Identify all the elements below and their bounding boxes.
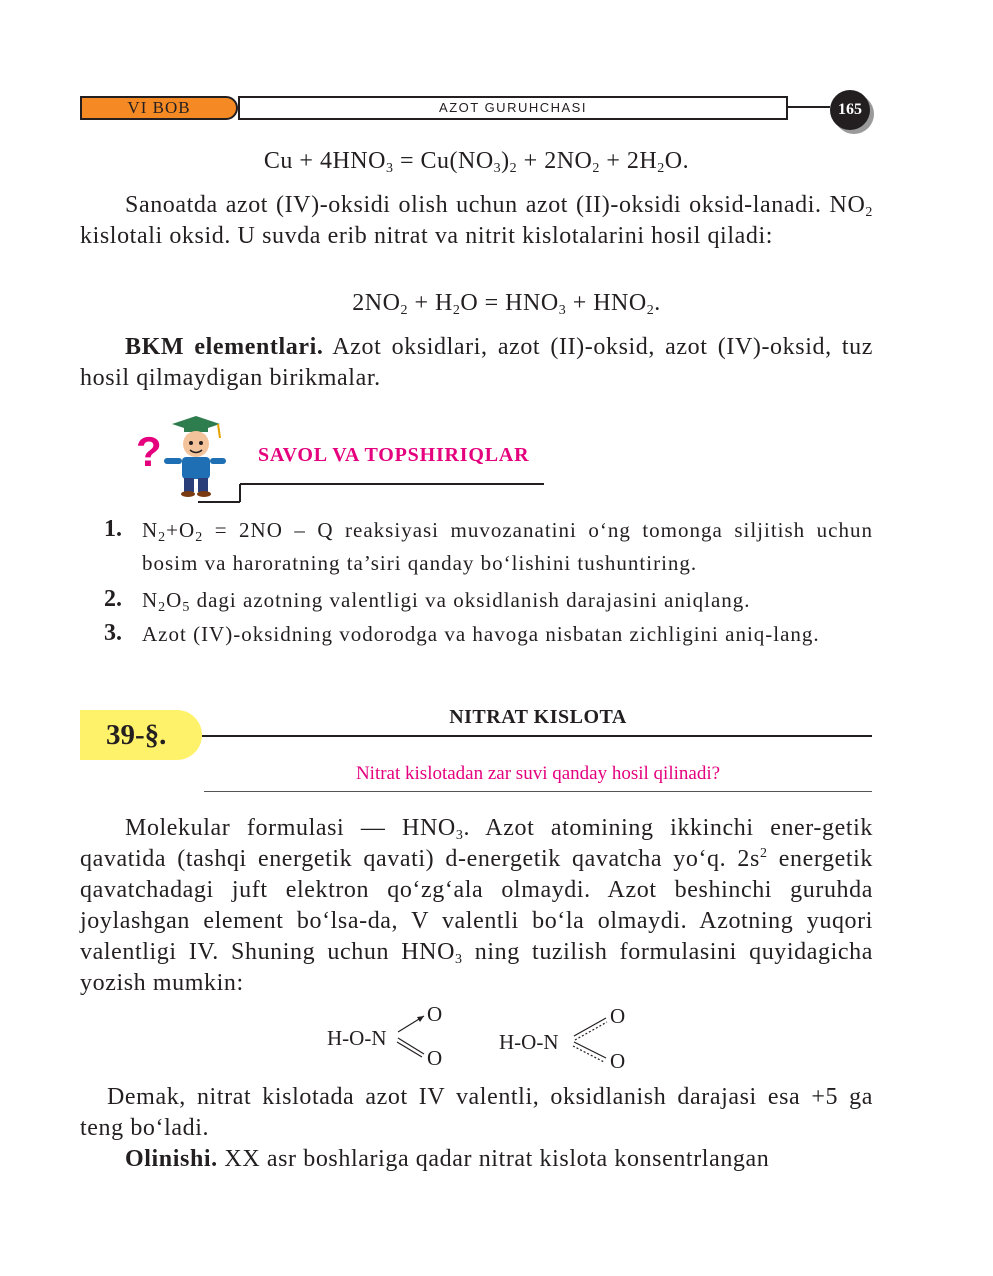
question-number-1: 1. [104, 516, 122, 542]
paragraph-bkm: BKM elementlari. Azot oksidlari, azot (II)-oksid, azot (IV)-oksid, tuz hosil qilmaydigan birikmalar. [80, 334, 873, 391]
section-rule-bottom [204, 791, 872, 792]
header-connector-line [788, 106, 830, 108]
page-number-text: 165 [838, 101, 862, 118]
structure-2-top-oxygen: O [610, 1004, 626, 1028]
structure-1-bottom-oxygen: O [427, 1046, 443, 1070]
paragraph-industrial-no2: Sanoatda azot (IV)-oksidi olish uchun azot (II)-oksidi oksid-lanadi. $NO_2$ kislotali oksid. U suvda erib nitrat va nitrit kislotalarini hosil qiladi: [80, 192, 873, 249]
svg-text:?: ? [136, 428, 162, 475]
section-rule [202, 735, 872, 737]
chapter-tab [80, 96, 238, 120]
running-title-text: AZOT GURUHCHASI [439, 100, 587, 115]
section-title: NITRAT KISLOTA [449, 706, 627, 728]
page-number [830, 90, 870, 130]
question-number-3: 3. [104, 620, 122, 646]
question-number-2: 2. [104, 586, 122, 612]
section-guiding-question: Nitrat kislotadan zar suvi qanday hosil qilinadi? [355, 763, 721, 784]
question-3: Azot (IV)-oksidning vodorodga va havoga nisbatan zichligini aniq-lang. [142, 622, 820, 646]
structure-2-bottom-oxygen: O [610, 1049, 626, 1073]
question-2: $N_2O_5$ dagi azotning valentligi va oksidlanish darajasini aniqlang. [142, 588, 751, 615]
questions-heading: SAVOL VA TOPSHIRIQLAR [258, 444, 530, 466]
structure-2-bonds [570, 1012, 612, 1064]
running-title [238, 96, 788, 120]
olinishi-label: Olinishi. [125, 1146, 218, 1172]
bkm-label: BKM elementlari. [125, 334, 324, 360]
chapter-label: VI BOB [127, 98, 191, 117]
paragraph-molecular-formula: Molekular formulasi — $HNO_3$. Azot atomining ikkinchi ener-getik qavatida (tashqi energetik qavati) d-energetik qavatcha yo‘q. $2s^2$ energetik qavatchadagi juft elektron qo‘zg‘ala olmaydi. Azot beshinchi guruhda joylashgan element bo‘lsa-da, V valentli bo‘la olmaydi. Azotning yuqori valentligi IV. Shuning uchun $HNO_3$ ning tuzilish formulasini quyidagicha yozish mumkin: [80, 815, 874, 996]
equation-no2-water: $2NO_2 + H_2O = HNO_3 + HNO_2$. [352, 290, 661, 318]
section-number: 39-§. [80, 710, 202, 760]
structure-1-left: H-O-N [327, 1026, 387, 1050]
structure-1-bonds [394, 1010, 430, 1060]
paragraph-conclusion: Demak, nitrat kislotada azot IV valentli, oksidlanish darajasi esa +5 ga teng bo‘ladi. [80, 1084, 873, 1141]
paragraph-production: Olinishi. XX asr boshlariga qadar nitrat kislota konsentrlangan [125, 1146, 770, 1172]
structure-1-top-oxygen: O [427, 1002, 443, 1026]
structure-2-left: H-O-N [499, 1030, 559, 1054]
equation-copper-nitric-acid: $Cu + 4HNO_3 = Cu(NO_3)_2 + 2NO_2 + 2H_2O$. [263, 148, 690, 176]
question-1: $N_2+O_2 = 2NO - Q$ reaksiyasi muvozanatini o‘ng tomonga siljitish uchun bosim va haroratning ta’siri qanday bo‘lishini tushuntiring. [142, 518, 873, 575]
